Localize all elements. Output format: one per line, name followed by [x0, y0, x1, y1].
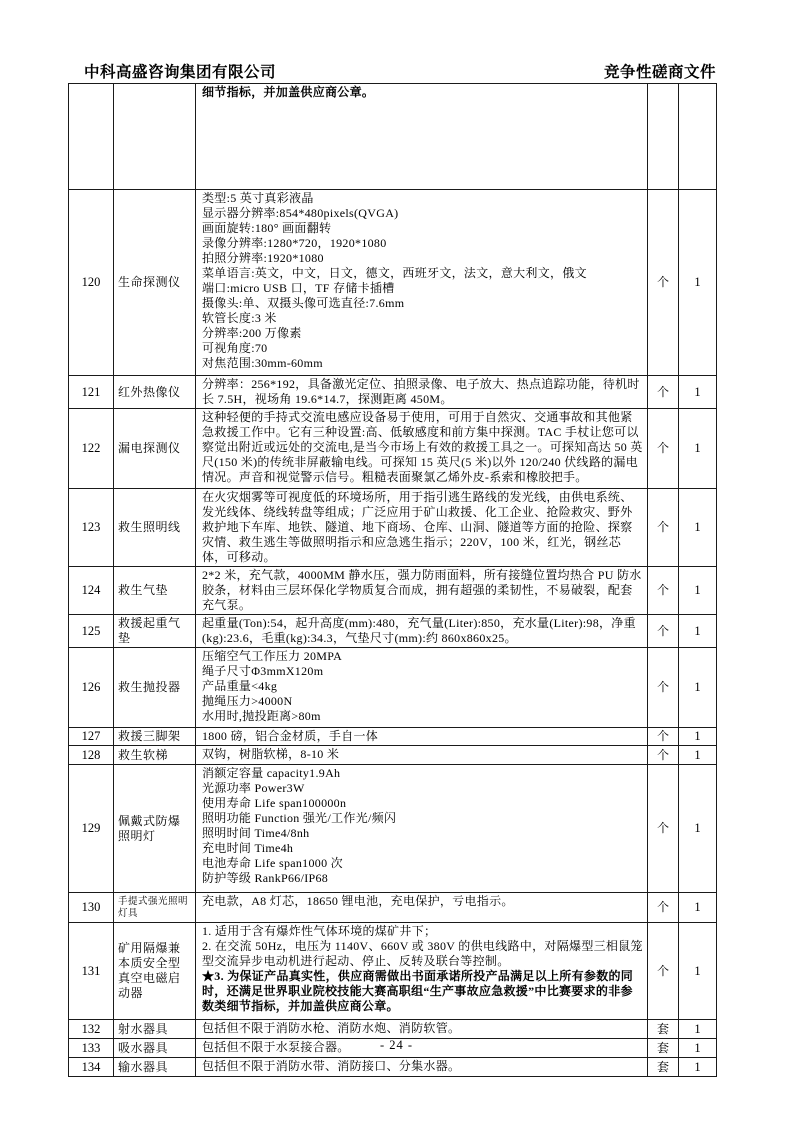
item-spec-cell: [196, 746, 648, 765]
item-number-cell: 126: [69, 648, 114, 728]
spec-line: ★3. 为保证产品真实性，供应商需做出书面承诺所投产品满足以上所有参数的同时，还满足世界职业院校技能大赛高职组“生产事故应急救援”中比赛要求的非参数类细节指标，并加盖供应商公章。: [202, 969, 634, 1013]
table-row: [69, 746, 717, 765]
item-quantity-cell: 1: [679, 615, 717, 648]
item-unit-cell: 个: [648, 409, 679, 489]
table-row: [69, 489, 717, 567]
spec-line: 录像分辨率:1280*720，1920*1080: [202, 236, 387, 250]
spec-line: 电池寿命 Life span1000 次: [202, 856, 343, 870]
table-row: [69, 190, 717, 376]
item-quantity-cell: [679, 84, 717, 190]
item-quantity-cell: 1: [679, 567, 717, 615]
table-row: [69, 409, 717, 489]
item-spec-cell: [196, 567, 648, 615]
table-row: [69, 376, 717, 409]
item-number-cell: 133: [69, 1039, 114, 1058]
spec-line: 细节指标，并加盖供应商公章。: [202, 85, 375, 99]
item-name-cell: 射水器具: [114, 1020, 196, 1039]
spec-line: 对焦范围:30mm-60mm: [202, 356, 323, 370]
item-unit-cell: 套: [648, 1020, 679, 1039]
spec-line: 分辨率:200 万像素: [202, 326, 302, 340]
spec-line: 使用寿命 Life span100000n: [202, 796, 347, 810]
table-row: [69, 648, 717, 728]
item-name-cell: 漏电探测仪: [114, 409, 196, 489]
item-unit-cell: 个: [648, 893, 679, 923]
spec-line: 可视角度:70: [202, 341, 268, 355]
company-name: 中科高盛咨询集团有限公司: [84, 64, 277, 81]
item-number-cell: 130: [69, 893, 114, 923]
item-unit-cell: 个: [648, 190, 679, 376]
spec-line: 类型:5 英寸真彩液晶: [202, 191, 314, 205]
item-spec-cell: [196, 376, 648, 409]
item-spec-cell: [196, 84, 648, 190]
table-row: [69, 923, 717, 1020]
spec-line: 在火灾烟雾等可视度低的环境场所，用于指引逃生路线的发光线，由供电系统、发光线体、绕线转盘等组成；广泛应用于矿山救援、化工企业、抢险救灾、野外救护地下车库、地铁、隧道、地下商场、仓库、山洞、隧道等方面的抢险、探察灾情、救生逃生等做照明指示和应急逃生指示；220V，100 米，红光，钢丝芯体，可移动。: [202, 490, 633, 564]
item-spec-cell: [196, 409, 648, 489]
item-unit-cell: 个: [648, 567, 679, 615]
item-unit-cell: 套: [648, 1058, 679, 1077]
item-spec-cell: [196, 728, 648, 746]
item-number-cell: [69, 84, 114, 190]
item-unit-cell: 个: [648, 376, 679, 409]
item-name-cell: 吸水器具: [114, 1039, 196, 1058]
spec-line: 1800 磅，铝合金材质，手自一体: [202, 729, 379, 743]
item-name-cell: 输水器具: [114, 1058, 196, 1077]
spec-line: 2*2 米，充气款，4000MM 静水压，强力防雨面料，所有接缝位置均热合 PU 防水胶条，材料由三层环保化学物质复合而成，拥有超强的柔韧性，不易破裂，配套充气泵。: [202, 568, 642, 612]
item-unit-cell: 个: [648, 765, 679, 893]
equipment-table: [68, 83, 717, 1077]
item-name-cell: [114, 84, 196, 190]
spec-line: 充电款，A8 灯芯，18650 锂电池，充电保护，亏电指示。: [202, 894, 514, 908]
table-row: [69, 893, 717, 923]
item-number-cell: 124: [69, 567, 114, 615]
spec-line: 这种轻便的手持式交流电感应设备易于使用，可用于自然灾、交通事故和其他紧急救援工作中。它有三种设置:高、低敏感度和前方集中探测。TAC 手杖让您可以察觉出附近或远处的交流电,是当今市场上有效的救援工具之一。可探知高达 50 英尺(150 米)的传统非屏蔽输电线。可探知 15 英尺(5 米)以外 120/240 伏线路的漏电情况。声音和视觉警示信号。粗糙表面聚氯乙烯外皮-系索和橡胶把手。: [202, 410, 643, 484]
item-spec-cell: [196, 615, 648, 648]
table-row: [69, 84, 717, 190]
item-unit-cell: 套: [648, 1039, 679, 1058]
spec-line: 端口:micro USB 口，TF 存储卡插槽: [202, 281, 395, 295]
item-quantity-cell: 1: [679, 746, 717, 765]
item-name-cell: 手提式强光照明灯具: [114, 893, 196, 923]
spec-line: 双钩，树脂软梯，8-10 米: [202, 747, 340, 761]
item-spec-cell: [196, 1020, 648, 1039]
item-number-cell: 134: [69, 1058, 114, 1077]
spec-line: 摄像头:单、双摄头像可选直径:7.6mm: [202, 296, 405, 310]
item-quantity-cell: 1: [679, 648, 717, 728]
item-spec-cell: [196, 923, 648, 1020]
item-quantity-cell: 1: [679, 893, 717, 923]
item-number-cell: 122: [69, 409, 114, 489]
item-unit-cell: 个: [648, 489, 679, 567]
item-unit-cell: 个: [648, 728, 679, 746]
item-name-cell: 红外热像仪: [114, 376, 196, 409]
item-spec-cell: [196, 765, 648, 893]
item-name-cell: 救援三脚架: [114, 728, 196, 746]
spec-line: 软管长度:3 米: [202, 311, 277, 325]
spec-line: 绳子尺寸Φ3mmX120m: [202, 664, 324, 678]
spec-line: 水用时,抛投距离>80m: [202, 709, 321, 723]
spec-line: 充电时间 Time4h: [202, 841, 294, 855]
spec-line: 抛绳压力>4000N: [202, 694, 293, 708]
spec-line: 消额定容量 capacity1.9Ah: [202, 766, 341, 780]
page-number: - 24 -: [379, 1038, 414, 1052]
spec-line: 拍照分辨率:1920*1080: [202, 251, 324, 265]
item-name-cell: 救生抛投器: [114, 648, 196, 728]
item-spec-cell: [196, 489, 648, 567]
table-row: [69, 1020, 717, 1039]
spec-line: 分辨率：256*192，具备激光定位、拍照录像、电子放大、热点追踪功能，待机时长 7.5H，视场角 19.6*14.7，探测距离 450M。: [202, 377, 640, 406]
item-unit-cell: [648, 84, 679, 190]
spec-line: 包括但不限于消防水带、消防接口、分集水器。: [202, 1059, 461, 1073]
item-quantity-cell: 1: [679, 1039, 717, 1058]
item-spec-cell: [196, 1058, 648, 1077]
spec-line: 起重量(Ton):54，起升高度(mm):480，充气量(Liter):850，充水量(Liter):98，净重(kg):23.6，毛重(kg):34.3，气垫尺寸(mm):约 860x860x25。: [202, 616, 636, 645]
item-number-cell: 123: [69, 489, 114, 567]
spec-line: 照明时间 Time4/8nh: [202, 826, 310, 840]
item-quantity-cell: 1: [679, 923, 717, 1020]
spec-line: 画面旋转:180° 画面翻转: [202, 221, 332, 235]
item-name-cell: 救生气垫: [114, 567, 196, 615]
item-quantity-cell: 1: [679, 765, 717, 893]
item-unit-cell: 个: [648, 746, 679, 765]
equipment-table-body: [69, 84, 717, 1077]
item-spec-cell: [196, 648, 648, 728]
table-row: [69, 1058, 717, 1077]
item-quantity-cell: 1: [679, 190, 717, 376]
spec-line: 菜单语言:英文，中文，日文，德文，西班牙文，法文，意大利文，俄文: [202, 266, 587, 280]
item-number-cell: 131: [69, 923, 114, 1020]
item-quantity-cell: 1: [679, 376, 717, 409]
item-name-cell: 矿用隔爆兼本质安全型真空电磁启动器: [114, 923, 196, 1020]
item-unit-cell: 个: [648, 923, 679, 1020]
item-unit-cell: 个: [648, 615, 679, 648]
item-name-cell: 生命探测仪: [114, 190, 196, 376]
spec-line: 2. 在交流 50Hz，电压为 1140V、660V 或 380V 的供电线路中，对隔爆型三相鼠笼型交流异步电动机进行起动、停止、反转及联台等控制。: [202, 939, 643, 968]
item-number-cell: 125: [69, 615, 114, 648]
item-name-cell: 佩戴式防爆照明灯: [114, 765, 196, 893]
document-type: 竞争性磋商文件: [603, 64, 716, 81]
item-name-cell: 救援起重气垫: [114, 615, 196, 648]
spec-line: 显示器分辨率:854*480pixels(QVGA): [202, 206, 399, 220]
item-quantity-cell: 1: [679, 728, 717, 746]
item-quantity-cell: 1: [679, 489, 717, 567]
item-number-cell: 127: [69, 728, 114, 746]
item-quantity-cell: 1: [679, 409, 717, 489]
spec-line: 光源功率 Power3W: [202, 781, 305, 795]
table-row: [69, 615, 717, 648]
item-number-cell: 128: [69, 746, 114, 765]
spec-line: 1. 适用于含有爆炸性气体环境的煤矿井下；: [202, 924, 437, 938]
table-row: [69, 765, 717, 893]
item-number-cell: 129: [69, 765, 114, 893]
item-spec-cell: [196, 190, 648, 376]
item-number-cell: 132: [69, 1020, 114, 1039]
item-quantity-cell: 1: [679, 1058, 717, 1077]
spec-line: 包括但不限于水泵接合器。: [202, 1040, 350, 1054]
spec-line: 压缩空气工作压力 20MPA: [202, 649, 343, 663]
spec-line: 产品重量<4kg: [202, 679, 278, 693]
item-name-cell: 救生照明线: [114, 489, 196, 567]
item-number-cell: 121: [69, 376, 114, 409]
item-spec-cell: [196, 893, 648, 923]
item-number-cell: 120: [69, 190, 114, 376]
spec-line: 照明功能 Function 强光/工作光/频闪: [202, 811, 397, 825]
item-name-cell: 救生软梯: [114, 746, 196, 765]
document-header: [68, 57, 716, 82]
item-unit-cell: 个: [648, 648, 679, 728]
spec-line: 防护等级 RankP66/IP68: [202, 871, 329, 885]
item-quantity-cell: 1: [679, 1020, 717, 1039]
spec-line: 包括但不限于消防水枪、消防水炮、消防软管。: [202, 1021, 461, 1035]
table-row: [69, 728, 717, 746]
table-row: [69, 567, 717, 615]
